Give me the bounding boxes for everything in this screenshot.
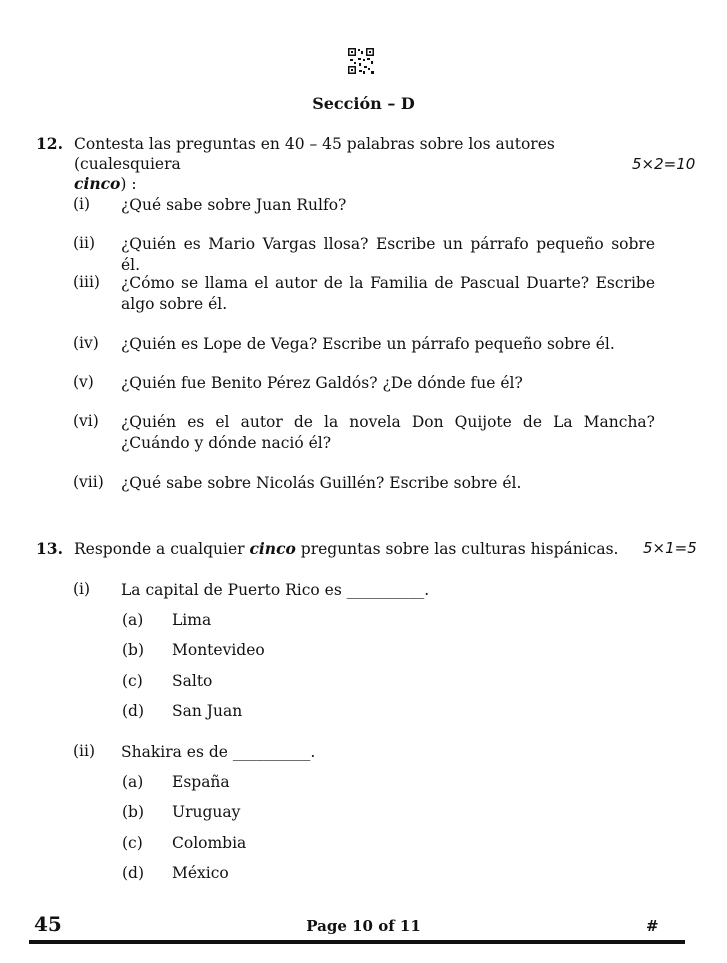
q13-item-text: La capital de Puerto Rico es __________. — [121, 581, 430, 599]
footer-divider — [29, 940, 685, 944]
q12-item-label: (ii) — [73, 234, 96, 252]
q12-item-label: (v) — [73, 373, 94, 391]
q12-item-label: (iv) — [73, 334, 99, 352]
q12-item-text: ¿Qué sabe sobre Nicolás Guillén? Escribe sobre él. — [121, 474, 522, 492]
question-12-text — [74, 134, 664, 194]
question-12-text-line1: Contesta las preguntas en 40 – 45 palabras sobre los autores (cualesquiera — [74, 135, 555, 173]
option-label: (c) — [122, 834, 143, 852]
option-text: San Juan — [172, 702, 243, 720]
q12-item-text: ¿Quién fue Benito Pérez Galdós? ¿De dónde fue él? — [121, 374, 523, 392]
option-text: Lima — [172, 611, 212, 629]
question-13-text — [74, 539, 634, 559]
option-label: (a) — [122, 773, 144, 791]
option-label: (d) — [122, 864, 145, 882]
question-13-number: 13. — [36, 539, 63, 558]
q12-item-text: ¿Qué sabe sobre Juan Rulfo? — [121, 196, 347, 214]
question-13-emphasis: cinco — [249, 539, 296, 558]
option-text: Colombia — [172, 834, 247, 852]
page-number: Page 10 of 11 — [306, 917, 421, 935]
question-13-text-before: Responde a cualquier — [74, 540, 250, 558]
q12-item-label: (i) — [73, 195, 91, 213]
option-text: España — [172, 773, 230, 791]
option-text: Salto — [172, 672, 213, 690]
option-label: (d) — [122, 702, 145, 720]
qr-code-icon — [347, 47, 375, 75]
q13-item-label: (ii) — [73, 742, 96, 760]
q12-item-label: (iii) — [73, 273, 100, 291]
q13-item-label: (i) — [73, 580, 91, 598]
hash-mark: # — [646, 917, 659, 935]
question-12-number: 12. — [36, 134, 63, 153]
option-label: (b) — [122, 803, 145, 821]
q12-item-text: ¿Quién es el autor de la novela Don Quijote de La Mancha? ¿Cuándo y dónde nació él? — [121, 413, 655, 452]
q12-item-text: ¿Quién es Lope de Vega? Escribe un párrafo pequeño sobre él. — [121, 335, 615, 353]
question-13-text-after: preguntas sobre las culturas hispánicas. — [295, 540, 619, 558]
option-label: (b) — [122, 641, 145, 659]
q12-item-text: ¿Quién es Mario Vargas llosa? Escribe un párrafo pequeño sobre él. — [121, 235, 655, 274]
question-12-text-line2: ) : — [120, 175, 137, 193]
q13-item-text: Shakira es de __________. — [121, 743, 316, 761]
option-text: Uruguay — [172, 803, 241, 821]
q12-item-text: ¿Cómo se llama el autor de la Familia de Pascual Duarte? Escribe algo sobre él. — [121, 274, 655, 313]
option-label: (c) — [122, 672, 143, 690]
q12-item-label: (vii) — [73, 473, 104, 491]
option-label: (a) — [122, 611, 144, 629]
question-13-marks: 5×1=5 — [643, 539, 697, 557]
section-title: Sección – D — [312, 94, 415, 113]
option-text: México — [172, 864, 229, 882]
question-12-marks: 5×2=10 — [632, 155, 696, 173]
q12-item-label: (vi) — [73, 412, 99, 430]
option-text: Montevideo — [172, 641, 265, 659]
paper-code: 45 — [34, 912, 62, 936]
question-12-emphasis: cinco — [74, 174, 121, 193]
